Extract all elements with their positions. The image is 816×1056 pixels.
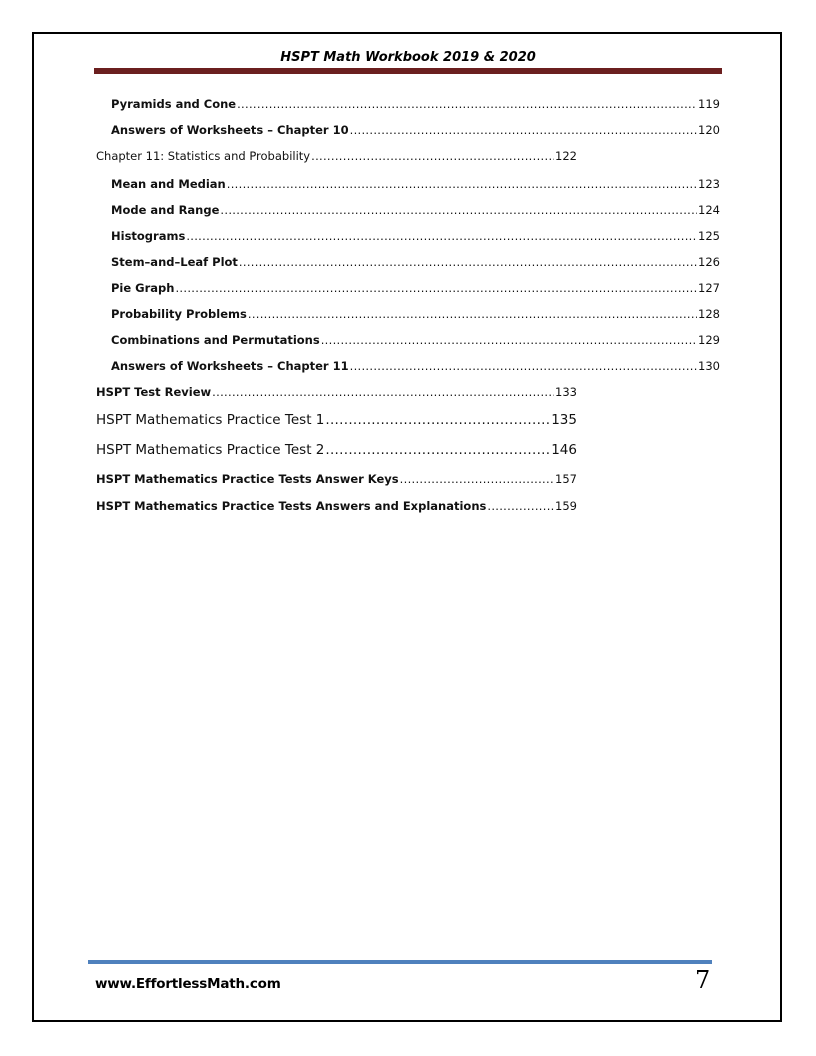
toc-entry-page: 129 (698, 333, 720, 347)
toc-entry-mode-and-range[interactable] (111, 203, 720, 217)
dot-leader (311, 149, 554, 163)
toc-entry-answers-and-explanations[interactable] (96, 499, 577, 513)
dot-leader (212, 385, 554, 399)
dot-leader (350, 359, 697, 373)
toc-entry-page: 146 (551, 442, 577, 458)
footer-rule (88, 960, 712, 964)
toc-entry-title: HSPT Mathematics Practice Test 1 (96, 412, 325, 428)
header-rule (94, 68, 722, 74)
dot-leader (186, 229, 697, 243)
dot-leader (321, 333, 697, 347)
dot-leader (350, 123, 697, 137)
page-number: 7 (695, 966, 711, 994)
toc-entry-pyramids-and-cone[interactable] (111, 97, 720, 111)
dot-leader (248, 307, 697, 321)
toc-entry-page: 124 (698, 203, 720, 217)
toc-entry-page: 127 (698, 281, 720, 295)
dot-leader (239, 255, 697, 269)
toc-entry-answer-keys[interactable] (96, 472, 577, 486)
toc-entry-title: Mean and Median (111, 177, 226, 191)
toc-entry-title: HSPT Mathematics Practice Test 2 (96, 442, 325, 458)
dot-leader (237, 97, 697, 111)
toc-entry-title: HSPT Mathematics Practice Tests Answer Keys (96, 472, 399, 486)
dot-leader (325, 412, 550, 428)
toc-entry-page: 122 (555, 149, 577, 163)
toc-entry-page: 119 (698, 97, 720, 111)
footer-website-url: www.EffortlessMath.com (95, 976, 281, 992)
toc-entry-title: Pyramids and Cone (111, 97, 237, 111)
toc-entry-page: 123 (698, 177, 720, 191)
toc-entry-page: 135 (551, 412, 577, 428)
dot-leader (220, 203, 697, 217)
toc-entry-page: 125 (698, 229, 720, 243)
toc-entry-mean-and-median[interactable] (111, 177, 720, 191)
toc-entry-title: Pie Graph (111, 281, 175, 295)
dot-leader (487, 499, 554, 513)
toc-entry-page: 157 (555, 472, 577, 486)
toc-entry-practice-test-2[interactable] (96, 442, 577, 458)
toc-entry-answers-chapter-10[interactable] (111, 123, 720, 137)
toc-entry-title: Probability Problems (111, 307, 247, 321)
toc-entry-title: Answers of Worksheets – Chapter 11 (111, 359, 349, 373)
dot-leader (227, 177, 697, 191)
toc-entry-page: 120 (698, 123, 720, 137)
dot-leader (325, 442, 550, 458)
toc-entry-chapter-11[interactable] (96, 149, 577, 163)
toc-entry-practice-test-1[interactable] (96, 412, 577, 428)
toc-entry-page: 128 (698, 307, 720, 321)
toc-entry-title: Chapter 11: Statistics and Probability (96, 149, 311, 163)
toc-entry-page: 130 (698, 359, 720, 373)
toc-entry-pie-graph[interactable] (111, 281, 720, 295)
toc-entry-histograms[interactable] (111, 229, 720, 243)
toc-entry-title: Combinations and Permutations (111, 333, 320, 347)
dot-leader (400, 472, 554, 486)
toc-entry-title: Stem–and–Leaf Plot (111, 255, 238, 269)
toc-entry-answers-chapter-11[interactable] (111, 359, 720, 373)
toc-entry-title: HSPT Mathematics Practice Tests Answers and Explanations (96, 499, 487, 513)
toc-entry-title: Mode and Range (111, 203, 220, 217)
toc-entry-page: 159 (555, 499, 577, 513)
toc-entry-title: HSPT Test Review (96, 385, 212, 399)
toc-entry-page: 126 (698, 255, 720, 269)
dot-leader (175, 281, 697, 295)
toc-entry-hspt-test-review[interactable] (96, 385, 577, 399)
toc-entry-combinations-and-permutations[interactable] (111, 333, 720, 347)
toc-entry-page: 133 (555, 385, 577, 399)
toc-entry-probability-problems[interactable] (111, 307, 720, 321)
running-header: HSPT Math Workbook 2019 & 2020 (280, 50, 536, 65)
toc-entry-title: Answers of Worksheets – Chapter 10 (111, 123, 349, 137)
toc-entry-title: Histograms (111, 229, 186, 243)
toc-entry-stem-and-leaf-plot[interactable] (111, 255, 720, 269)
